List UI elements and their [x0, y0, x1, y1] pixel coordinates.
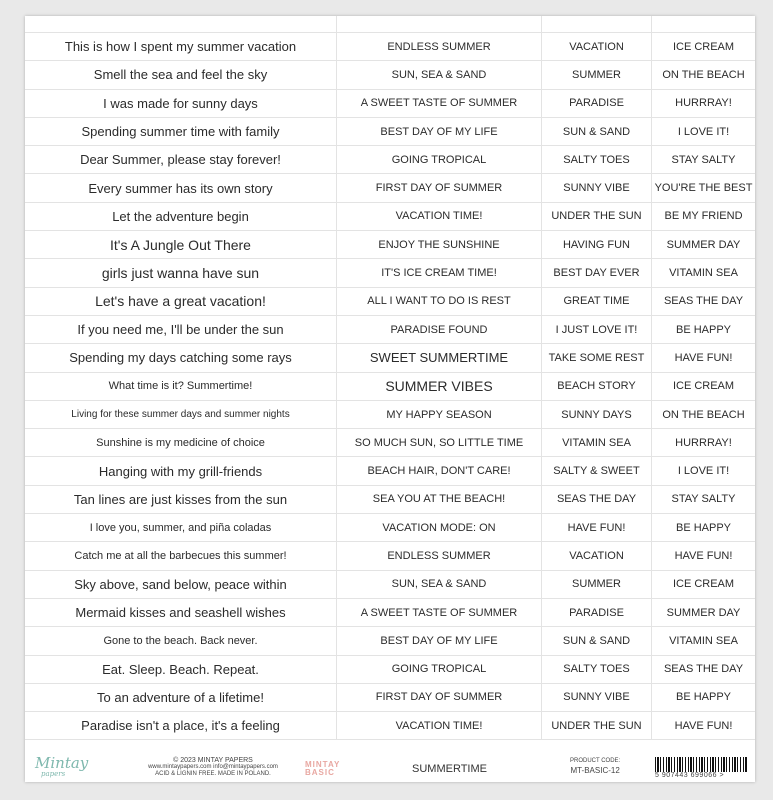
sticker-sheet — [25, 16, 755, 782]
phrase-cell: Let's have a great vacation! — [25, 288, 337, 315]
word-cell: PARADISE — [542, 599, 652, 626]
word-cell: HAVE FUN! — [542, 514, 652, 541]
word-cell: BE HAPPY — [675, 691, 732, 704]
word-cell: YOU'RE THE BEST — [654, 182, 753, 195]
word-cell: VACATION — [542, 33, 652, 60]
slogan-cell: ENDLESS SUMMER — [337, 33, 542, 60]
phrase-row — [25, 259, 755, 287]
phrase-row — [25, 33, 755, 61]
phrase-cell: Spending my days catching some rays — [25, 344, 337, 371]
word-cell: SUNNY DAYS — [542, 401, 652, 428]
word-cell: BE MY FRIEND — [664, 210, 743, 223]
word-cell: ICE CREAM — [672, 40, 735, 53]
phrase-cell: Every summer has its own story — [25, 174, 337, 201]
word-cell: ICE CREAM — [672, 578, 735, 591]
slogan-cell: ENDLESS SUMMER — [337, 542, 542, 569]
phrase-row — [25, 146, 755, 174]
word-cell: STAY SALTY — [671, 493, 736, 506]
product-code: MT-BASIC-12 — [570, 766, 620, 775]
barcode-bars — [655, 757, 747, 772]
product-code-block — [570, 757, 620, 775]
word-cell: HAVING FUN — [542, 231, 652, 258]
header-cell — [542, 16, 652, 32]
slogan-cell: BEACH HAIR, DON'T CARE! — [337, 457, 542, 484]
phrase-cell: Hanging with my grill-friends — [25, 457, 337, 484]
slogan-cell: GOING TROPICAL — [337, 656, 542, 683]
slogan-cell: VACATION TIME! — [337, 712, 542, 739]
phrase-row — [25, 401, 755, 429]
brand-line2: BASIC — [305, 768, 335, 777]
word-cell: SUMMER — [542, 61, 652, 88]
brand-line1: MINTAY — [305, 760, 341, 769]
word-cell: HURRRAY! — [675, 97, 732, 110]
phrase-row — [25, 344, 755, 372]
phrase-cell: Tan lines are just kisses from the sun — [25, 486, 337, 513]
word-cell: ICE CREAM — [672, 380, 735, 393]
phrase-row — [25, 90, 755, 118]
phrase-cell: I love you, summer, and piña coladas — [25, 514, 337, 541]
slogan-cell: ENJOY THE SUNSHINE — [337, 231, 542, 258]
phrase-row — [25, 316, 755, 344]
barcode — [655, 757, 747, 780]
slogan-cell: SUN, SEA & SAND — [337, 61, 542, 88]
word-cell: BEACH STORY — [542, 373, 652, 400]
phrase-row — [25, 61, 755, 89]
phrase-cell: Gone to the beach. Back never. — [25, 627, 337, 654]
slogan-cell: VACATION MODE: ON — [337, 514, 542, 541]
word-cell: SUNNY VIBE — [542, 174, 652, 201]
slogan-cell: A SWEET TASTE OF SUMMER — [337, 90, 542, 117]
phrase-cell: This is how I spent my summer vacation — [25, 33, 337, 60]
word-cell: SUN & SAND — [542, 627, 652, 654]
phrase-cell: Mermaid kisses and seashell wishes — [25, 599, 337, 626]
header-cell — [652, 16, 755, 32]
slogan-cell: PARADISE FOUND — [337, 316, 542, 343]
phrase-row — [25, 457, 755, 485]
phrase-cell: Spending summer time with family — [25, 118, 337, 145]
word-cell: SUN & SAND — [542, 118, 652, 145]
phrase-row — [25, 486, 755, 514]
phrase-cell: It's A Jungle Out There — [25, 231, 337, 258]
word-cell: GREAT TIME — [542, 288, 652, 315]
phrase-cell: Smell the sea and feel the sky — [25, 61, 337, 88]
word-cell: SUMMER — [542, 571, 652, 598]
copyright-block — [138, 757, 288, 778]
word-cell: VITAMIN SEA — [669, 267, 738, 280]
phrase-row — [25, 571, 755, 599]
header-cell — [25, 16, 337, 32]
slogan-cell: MY HAPPY SEASON — [337, 401, 542, 428]
logo-sub: papers — [41, 770, 66, 778]
slogan-cell: SEA YOU AT THE BEACH! — [337, 486, 542, 513]
word-cell: SALTY TOES — [542, 656, 652, 683]
word-cell: PARADISE — [542, 90, 652, 117]
word-cell: UNDER THE SUN — [542, 712, 652, 739]
slogan-cell: SWEET SUMMERTIME — [337, 344, 542, 371]
phrase-cell: Dear Summer, please stay forever! — [25, 146, 337, 173]
slogan-cell: GOING TROPICAL — [337, 146, 542, 173]
word-cell: SUNNY VIBE — [542, 684, 652, 711]
word-cell: HAVE FUN! — [674, 549, 733, 562]
word-cell: BE HAPPY — [675, 323, 732, 336]
phrase-grid — [25, 16, 755, 740]
phrase-cell: Sky above, sand below, peace within — [25, 571, 337, 598]
acid-free-text: ACID & LIGNIN FREE. MADE IN POLAND. — [155, 771, 271, 777]
slogan-cell: BEST DAY OF MY LIFE — [337, 627, 542, 654]
phrase-row — [25, 231, 755, 259]
word-cell: I LOVE IT! — [677, 125, 730, 138]
phrase-cell: Living for these summer days and summer nights — [25, 401, 337, 428]
word-cell: HURRRAY! — [675, 436, 732, 449]
phrase-row — [25, 656, 755, 684]
phrase-cell: Sunshine is my medicine of choice — [25, 429, 337, 456]
word-cell: SALTY TOES — [542, 146, 652, 173]
word-cell: SEAS THE DAY — [542, 486, 652, 513]
word-cell: HAVE FUN! — [674, 351, 733, 364]
phrase-row — [25, 288, 755, 316]
word-cell: SUMMER DAY — [666, 606, 741, 619]
word-cell: BE HAPPY — [675, 521, 732, 534]
phrase-row — [25, 599, 755, 627]
phrase-cell: Paradise isn't a place, it's a feeling — [25, 712, 337, 739]
slogan-cell: VACATION TIME! — [337, 203, 542, 230]
phrase-row — [25, 542, 755, 570]
phrase-cell: If you need me, I'll be under the sun — [25, 316, 337, 343]
word-cell: SEAS THE DAY — [663, 663, 744, 676]
word-cell: TAKE SOME REST — [542, 344, 652, 371]
word-cell: ON THE BEACH — [662, 68, 745, 81]
slogan-cell: FIRST DAY OF SUMMER — [337, 174, 542, 201]
word-cell: VITAMIN SEA — [669, 634, 738, 647]
header-row — [25, 16, 755, 33]
phrase-row — [25, 203, 755, 231]
mintay-logo — [35, 754, 89, 780]
phrase-row — [25, 118, 755, 146]
barcode-number: 5 907443 699066 > — [655, 772, 725, 779]
phrase-cell: girls just wanna have sun — [25, 259, 337, 286]
slogan-cell: SO MUCH SUN, SO LITTLE TIME — [337, 429, 542, 456]
phrase-cell: Eat. Sleep. Beach. Repeat. — [25, 656, 337, 683]
phrase-cell: What time is it? Summertime! — [25, 373, 337, 400]
phrase-row — [25, 712, 755, 740]
slogan-cell: BEST DAY OF MY LIFE — [337, 118, 542, 145]
word-cell: SEAS THE DAY — [663, 295, 744, 308]
word-cell: SALTY & SWEET — [542, 457, 652, 484]
phrase-row — [25, 174, 755, 202]
copyright-text: © 2023 MINTAY PAPERS — [173, 757, 253, 764]
word-cell: HAVE FUN! — [674, 719, 733, 732]
phrase-cell: Let the adventure begin — [25, 203, 337, 230]
phrase-row — [25, 373, 755, 401]
slogan-cell: FIRST DAY OF SUMMER — [337, 684, 542, 711]
phrase-row — [25, 514, 755, 542]
slogan-cell: SUN, SEA & SAND — [337, 571, 542, 598]
product-code-label: PRODUCT CODE: — [570, 758, 621, 764]
slogan-cell: SUMMER VIBES — [337, 373, 542, 400]
word-cell: I JUST LOVE IT! — [542, 316, 652, 343]
slogan-cell: A SWEET TASTE OF SUMMER — [337, 599, 542, 626]
collection-name: SUMMERTIME — [412, 763, 487, 775]
word-cell: I LOVE IT! — [677, 465, 730, 478]
word-cell: SUMMER DAY — [666, 238, 741, 251]
phrase-row — [25, 429, 755, 457]
word-cell: VACATION — [542, 542, 652, 569]
slogan-cell: IT'S ICE CREAM TIME! — [337, 259, 542, 286]
phrase-row — [25, 684, 755, 712]
phrase-cell: Catch me at all the barbecues this summer! — [25, 542, 337, 569]
word-cell: ON THE BEACH — [662, 408, 745, 421]
phrase-cell: To an adventure of a lifetime! — [25, 684, 337, 711]
contact-text: www.mintaypapers.com info@mintaypapers.com — [148, 764, 278, 770]
phrase-cell: I was made for sunny days — [25, 90, 337, 117]
word-cell: STAY SALTY — [671, 153, 736, 166]
word-cell: UNDER THE SUN — [542, 203, 652, 230]
logo-main: Mintay — [35, 754, 89, 772]
sheet-footer — [25, 756, 755, 782]
mintay-basic-logo — [305, 761, 340, 777]
word-cell: BEST DAY EVER — [542, 259, 652, 286]
slogan-cell: ALL I WANT TO DO IS REST — [337, 288, 542, 315]
header-cell — [337, 16, 542, 32]
word-cell: VITAMIN SEA — [542, 429, 652, 456]
phrase-row — [25, 627, 755, 655]
